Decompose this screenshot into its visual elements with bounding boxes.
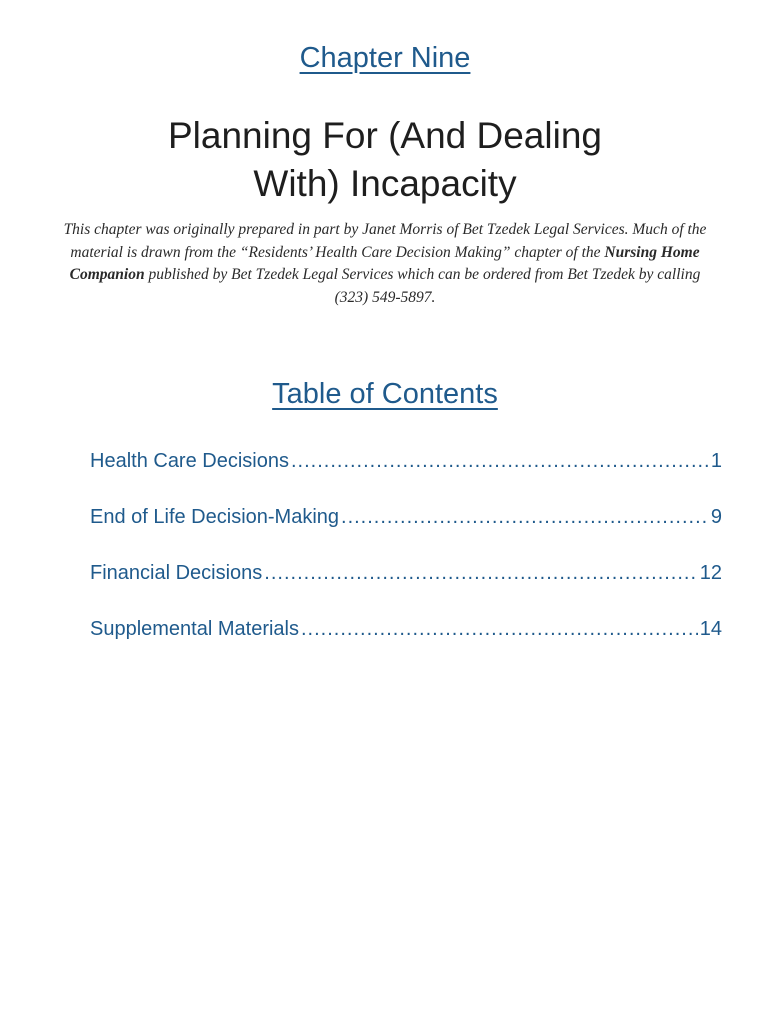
- toc-entry-page: 14: [699, 618, 722, 640]
- chapter-label: Chapter Nine: [299, 42, 471, 74]
- table-of-contents: [90, 450, 722, 674]
- toc-entry-supplemental-materials[interactable]: [90, 618, 722, 674]
- toc-dot-leader: [341, 506, 709, 529]
- toc-heading: Table of Contents: [272, 378, 498, 410]
- attribution-text-part-2: published by Bet Tzedek Legal Services which can be ordered from Bet Tzedek by calling (323) 549-5897.: [144, 266, 701, 306]
- toc-entry-title: End of Life Decision-Making: [90, 506, 340, 528]
- toc-dot-leader: [264, 562, 697, 585]
- toc-entry-page: 9: [710, 506, 722, 528]
- toc-dot-leader: [291, 450, 709, 473]
- chapter-title: [0, 112, 770, 208]
- toc-entry-title: Health Care Decisions: [90, 450, 289, 472]
- toc-entry-page: 12: [699, 562, 722, 584]
- toc-entry-health-care-decisions[interactable]: [90, 450, 722, 506]
- toc-entry-title: Financial Decisions: [90, 562, 263, 584]
- toc-entry-page: 1: [710, 450, 722, 472]
- attribution-text-part-1: This chapter was originally prepared in part by Janet Morris of Bet Tzedek Legal Services. Much of the material is drawn from the “Residents’ Health Care Decision Making” chapter of the: [63, 221, 707, 261]
- toc-dot-leader: [301, 618, 698, 641]
- attribution-note: [52, 219, 718, 309]
- toc-entry-financial-decisions[interactable]: [90, 562, 722, 618]
- attribution-book-title: Nursing Home Companion: [69, 243, 700, 283]
- toc-entry-end-of-life-decision-making[interactable]: [90, 506, 722, 562]
- toc-entry-title: Supplemental Materials: [90, 618, 299, 640]
- chapter-title-line-1: Planning For (And Dealing: [168, 115, 602, 156]
- chapter-title-line-2: With) Incapacity: [253, 163, 517, 204]
